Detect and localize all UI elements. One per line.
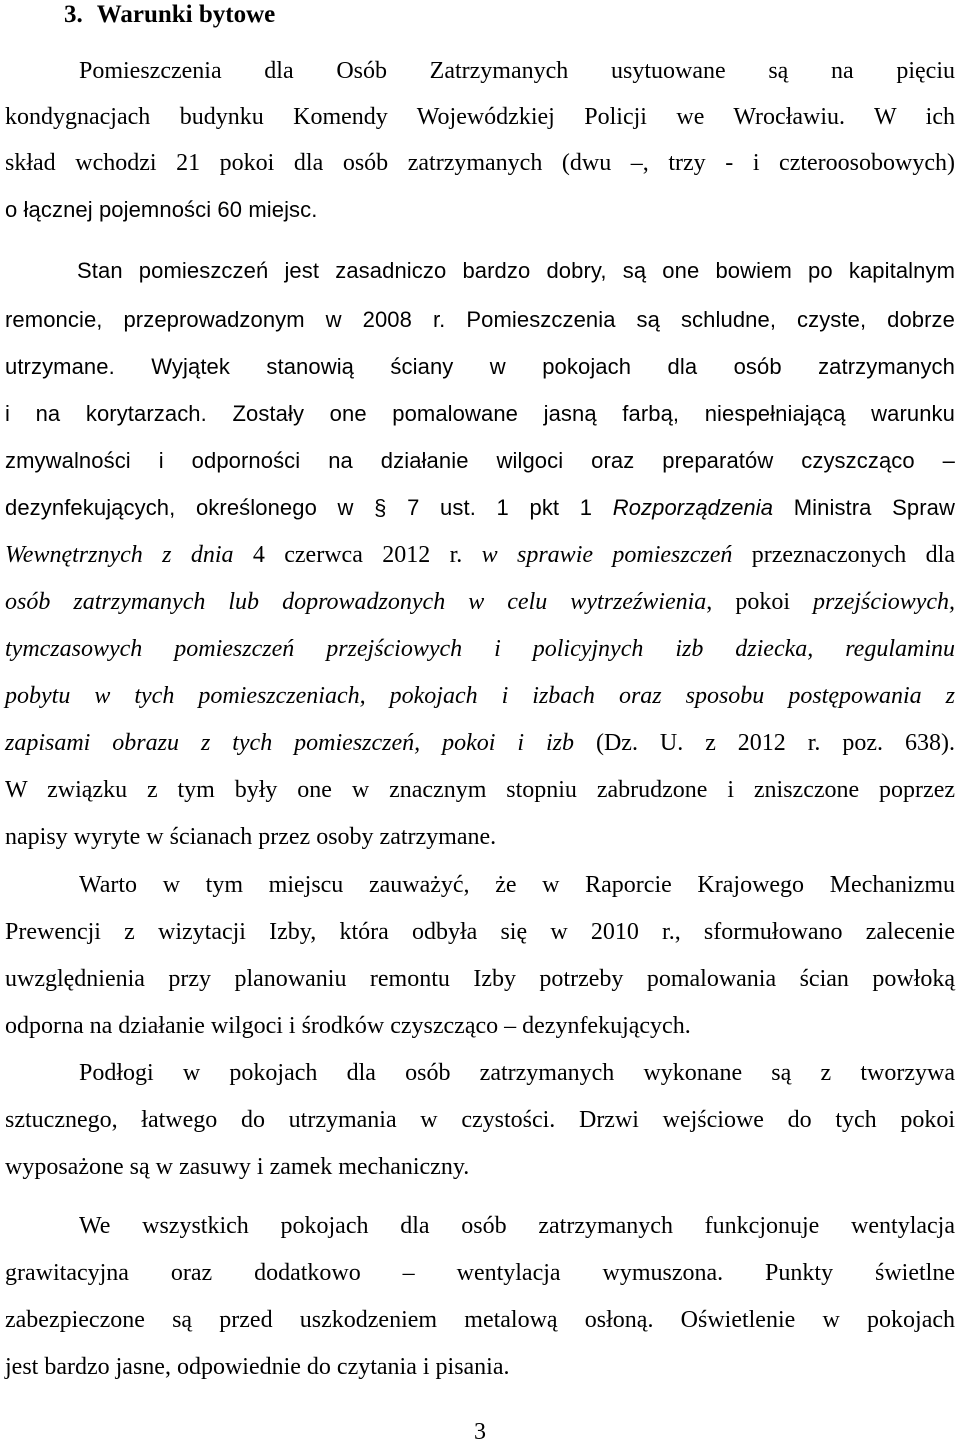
text-line: Stan pomieszczeń jest zasadniczo bardzo dobry, są one bowiem po kapitalnym: [77, 258, 955, 283]
text-line: wyposażone są w zasuwy i zamek mechaniczny.: [5, 1154, 470, 1180]
text-line: kondygnacjach budynku Komendy Wojewódzkiej Policji we Wrocławiu. W ich: [5, 104, 955, 130]
text-line: Wewnętrznych z dnia 4 czerwca 2012 r. w sprawie pomieszczeń przeznaczonych dla: [5, 542, 955, 568]
text-line: utrzymane. Wyjątek stanowią ściany w pokojach dla osób zatrzymanych: [5, 354, 955, 379]
section-heading: [64, 0, 289, 30]
text-line: i na korytarzach. Zostały one pomalowane jasną farbą, niespełniającą warunku: [5, 401, 955, 426]
text-line: remoncie, przeprowadzonym w 2008 r. Pomieszczenia są schludne, czyste, dobrze: [5, 307, 955, 332]
text-line: odporna na działanie wilgoci i środków czyszcząco – dezynfekujących.: [5, 1013, 691, 1039]
text-line: dezynfekujących, określonego w § 7 ust. 1 pkt 1 Rozporządzenia Ministra Spraw: [5, 495, 955, 520]
text-line: pobytu w tych pomieszczeniach, pokojach i izbach oraz sposobu postępowania z: [5, 683, 955, 709]
text-line: sztucznego, łatwego do utrzymania w czystości. Drzwi wejściowe do tych pokoi: [5, 1107, 955, 1133]
text-line: osób zatrzymanych lub doprowadzonych w celu wytrzeźwienia, pokoi przejściowych,: [5, 589, 956, 615]
section-number: 3.: [64, 1, 83, 28]
text-line: Pomieszczenia dla Osób Zatrzymanych usytuowane są na pięciu: [79, 58, 955, 84]
text-line: skład wchodzi 21 pokoi dla osób zatrzymanych (dwu –, trzy - i czteroosobowych): [5, 150, 955, 176]
page-number: 3: [474, 1419, 486, 1445]
text-line: napisy wyryte w ścianach przez osoby zatrzymane.: [5, 824, 497, 850]
text-line: Warto w tym miejscu zauważyć, że w Raporcie Krajowego Mechanizmu: [79, 872, 955, 898]
text-line: tymczasowych pomieszczeń przejściowych i policyjnych izb dziecka, regulaminu: [5, 636, 955, 662]
text-line: grawitacyjna oraz dodatkowo – wentylacja wymuszona. Punkty świetlne: [5, 1260, 955, 1286]
text-line: zmywalności i odporności na działanie wilgoci oraz preparatów czyszcząco –: [5, 448, 955, 473]
text-line: uwzględnienia przy planowaniu remontu Izby potrzeby pomalowania ścian powłoką: [5, 966, 955, 992]
section-title: Warunki bytowe: [96, 1, 276, 28]
text-line: Prewencji z wizytacji Izby, która odbyła się w 2010 r., sformułowano zalecenie: [5, 919, 955, 945]
text-line: We wszystkich pokojach dla osób zatrzymanych funkcjonuje wentylacja: [79, 1213, 955, 1239]
text-line: Podłogi w pokojach dla osób zatrzymanych wykonane są z tworzywa: [79, 1060, 955, 1086]
text-line: o łącznej pojemności 60 miejsc.: [5, 197, 318, 222]
text-line: zapisami obrazu z tych pomieszczeń, pokoi i izb (Dz. U. z 2012 r. poz. 638).: [5, 730, 955, 756]
text-line: zabezpieczone są przed uszkodzeniem metalową osłoną. Oświetlenie w pokojach: [5, 1307, 955, 1333]
text-line: jest bardzo jasne, odpowiednie do czytania i pisania.: [5, 1354, 510, 1380]
text-line: W związku z tym były one w znacznym stopniu zabrudzone i zniszczone poprzez: [5, 777, 955, 803]
